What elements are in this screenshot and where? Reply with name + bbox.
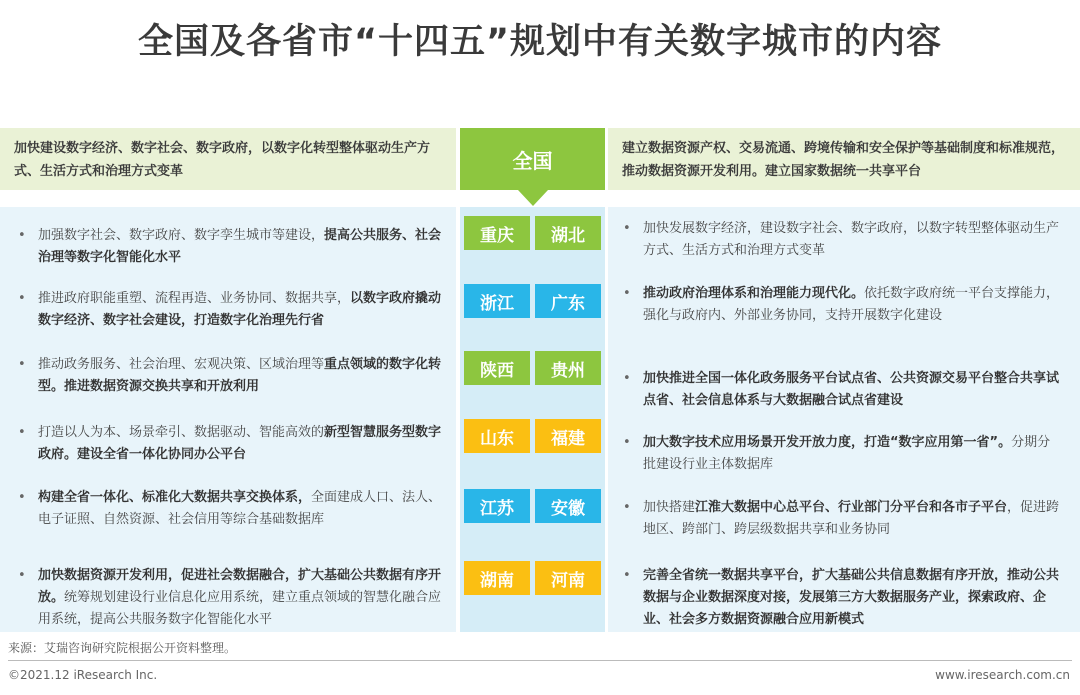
text-segment: 依托数字政府统一平台支撑能力，强化与政府内、外部业务协同，支持开展数字化建设 (643, 286, 1060, 323)
text-segment: 加大数字技术应用场景开发开放力度，打造“数字应用第一省”。 (643, 435, 1012, 450)
bullet-icon: • (18, 568, 26, 583)
national-label: 全国 (460, 128, 605, 190)
bullet-icon: • (18, 425, 26, 440)
text-segment: 统筹规划建设行业信息化应用系统，建立重点领域的智慧化融合应用系统，提高公共服务数字化智能化水平 (38, 590, 442, 627)
province-box-left: 浙江 (464, 284, 530, 318)
text-segment: 加快发展数字经济，建设数字社会、数字政府，以数字转型整体驱动生产方式、生活方式和治理方式变革 (643, 221, 1060, 258)
left-description (18, 354, 448, 398)
text-segment: 推动政务服务、社会治理、宏观决策、区域治理等 (38, 357, 325, 372)
text-segment: 打造以人为本、场景牵引、数据驱动、智能高效的 (38, 425, 325, 440)
province-box-left: 江苏 (464, 489, 530, 523)
bullet-icon: • (623, 568, 631, 583)
text-segment: 分期分批建设行业主体数据库 (643, 435, 1051, 472)
text-segment: 推动政府治理体系和治理能力现代化。 (643, 286, 865, 301)
right-description (623, 432, 1061, 476)
right-description (623, 497, 1061, 541)
province-box-right: 贵州 (535, 351, 601, 385)
footer-divider (8, 660, 1072, 661)
left-description (18, 288, 448, 332)
text-segment: 加快搭建 (643, 500, 696, 515)
right-description (623, 218, 1061, 262)
left-description (18, 565, 448, 631)
province-box-left: 陕西 (464, 351, 530, 385)
left-description (18, 422, 448, 466)
bullet-icon: • (18, 291, 26, 306)
text-segment: 加快推进全国一体化政务服务平台试点省、公共资源交易平台整合共享试点省、社会信息体系与大数据融合试点省建设 (643, 371, 1060, 408)
text-segment: 推进政府职能重塑、流程再造、业务协同、数据共享， (38, 291, 351, 306)
province-box-left: 山东 (464, 419, 530, 453)
bullet-icon: • (18, 228, 26, 243)
bullet-icon: • (623, 221, 631, 236)
text-segment: 全面建成人口、法人、电子证照、自然资源、社会信用等综合基础数据库 (38, 490, 442, 527)
province-box-right: 福建 (535, 419, 601, 453)
province-box-left: 重庆 (464, 216, 530, 250)
national-right-text: 建立数据资源产权、交易流通、跨境传输和安全保护等基础制度和标准规范，推动数据资源开发利用。建立国家数据统一共享平台 (608, 128, 1080, 190)
text-segment: 重点领域的数字化转型。推进数据资源交换共享和开放利用 (38, 357, 442, 394)
text-segment: 构建全省一体化、标准化大数据共享交换体系， (38, 490, 312, 505)
bullet-icon: • (623, 500, 631, 515)
text-segment: 提高公共服务、社会治理等数字化智能化水平 (38, 228, 442, 265)
text-segment: 加快数据资源开发利用，促进社会数据融合，扩大基础公共数据有序开放。 (38, 568, 442, 605)
province-box-right: 湖北 (535, 216, 601, 250)
copyright: ©2021.12 iResearch Inc. (8, 668, 158, 682)
text-segment: 加强数字社会、数字政府、数字孪生城市等建设， (38, 228, 325, 243)
bullet-icon: • (623, 371, 631, 386)
text-segment: ，促进跨地区、跨部门、跨层级数据共享和业务协同 (643, 500, 1060, 537)
text-segment: 江淮大数据中心总平台、行业部门分平台和各市子平台 (695, 500, 1008, 515)
bullet-icon: • (623, 435, 631, 450)
source-note: 来源：艾瑞咨询研究院根据公开资料整理。 (8, 641, 237, 655)
bullet-icon: • (623, 286, 631, 301)
province-box-right: 安徽 (535, 489, 601, 523)
page-title: 全国及各省市“十四五”规划中有关数字城市的内容 (137, 22, 942, 62)
province-box-right: 广东 (535, 284, 601, 318)
right-description (623, 565, 1061, 631)
province-box-left: 湖南 (464, 561, 530, 595)
left-description (18, 225, 448, 269)
national-left-text: 加快建设数字经济、数字社会、数字政府，以数字化转型整体驱动生产方式、生活方式和治理方式变革 (0, 128, 456, 190)
website: www.iresearch.com.cn (935, 668, 1070, 682)
bullet-icon: • (18, 357, 26, 372)
text-segment: 完善全省统一数据共享平台，扩大基础公共信息数据有序开放，推动公共数据与企业数据深度对接，发展第三方大数据服务产业，探索政府、企业、社会多方数据资源融合应用新模式 (643, 568, 1060, 627)
province-box-right: 河南 (535, 561, 601, 595)
text-segment: 新型智慧服务型数字政府。建设全省一体化协同办公平台 (38, 425, 442, 462)
right-description (623, 368, 1061, 412)
right-description (623, 283, 1061, 327)
down-arrow-icon (518, 190, 548, 206)
left-description (18, 487, 448, 531)
bullet-icon: • (18, 490, 26, 505)
text-segment: 以数字政府撬动数字经济、数字社会建设，打造数字化治理先行省 (38, 291, 442, 328)
